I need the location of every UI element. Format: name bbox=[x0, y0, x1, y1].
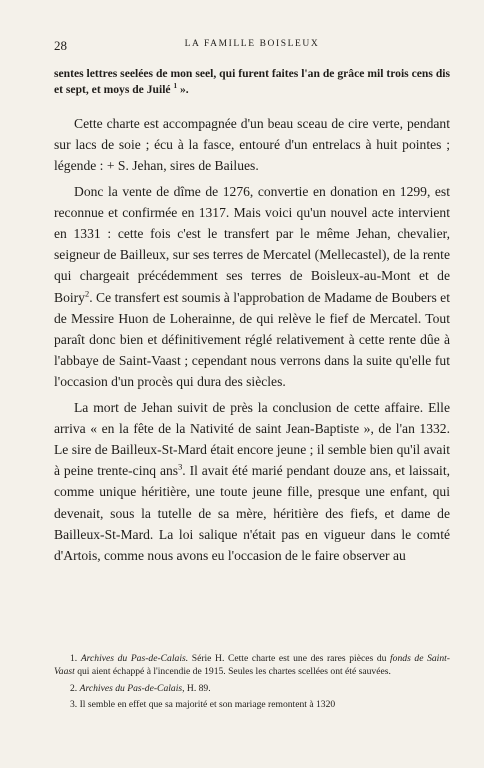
footnote bbox=[54, 698, 450, 711]
footnote-source: Archives du Pas-de-Calais, bbox=[79, 682, 185, 694]
paragraph bbox=[54, 181, 450, 393]
running-title: LA FAMILLE BOISLEUX bbox=[184, 39, 320, 49]
footnote-source: fonds de Saint-Vaast bbox=[54, 653, 450, 678]
footnote-ref: 2 bbox=[84, 288, 90, 299]
paragraph-text: La mort de Jehan suivit de près la conclusion de cette affaire. Elle arriva « en la fête de la Nativité de saint Jean-Baptiste », de l'an 1332. Le sire de Bailleux-St-Mard était encore jeune ; il semble bien qu'il avait à peine trente-cinq ans bbox=[54, 399, 450, 479]
paragraph-text: Cette charte est accompagnée d'un beau sceau de cire verte, pendant sur lacs de soie ; écu à la fasce, entouré d'un entrelacs à huit pointes ; légende : + S. Jehan, sires de Bailues. bbox=[54, 116, 450, 174]
paragraph bbox=[54, 397, 450, 567]
quote-text: sentes lettres seelées de mon seel, qui furent faites l'an de grâce mil trois cens dis et sept, et moys de Juilé bbox=[54, 67, 450, 96]
quote-closing: ». bbox=[177, 83, 189, 96]
quoted-charter-ending bbox=[54, 66, 450, 98]
page-header bbox=[54, 38, 450, 52]
footnote-number: 1. bbox=[70, 653, 78, 664]
footnote bbox=[54, 652, 450, 679]
footnote-ref: 3 bbox=[178, 461, 183, 472]
paragraph bbox=[54, 113, 450, 177]
paragraph-text: . Ce transfert est soumis à l'approbation de Madame de Boubers et de Messire Huon de Loherainne, de qui relève le fief de Mercatel. Tout paraît donc bien et définitivement réglé relativement à cette rente dûe à l'abbaye de Saint-Vaast ; cependant nous verrons dans la suite qu'elle fut l'occasion d'un procès qui dura des siècles. bbox=[54, 289, 450, 390]
footnote-text: qui aient échappé à l'incendie de 1915. Seules les chartes scellées ont été sauvées. bbox=[74, 666, 391, 678]
paragraph-text: Donc la vente de dîme de 1276, convertie en donation en 1299, est reconnue et confirmée en 1317. Mais voici qu'un nouvel acte intervient en 1331 : cette fois c'est le transfert par le même Jehan, chevalier, seigneur de Bailleux, sur ses terres de Mercatel (Mellecastel), de la rente qui chargeait précédemment ses terres de Boisleux-au-Mont et de Boiry bbox=[54, 183, 450, 305]
footnote-text: H. 89. bbox=[184, 682, 211, 694]
footnote bbox=[54, 682, 450, 695]
page-number: 28 bbox=[54, 38, 67, 53]
footnote-text: Série H. Cette charte est une des rares pièces du bbox=[188, 653, 391, 664]
body-text bbox=[54, 113, 450, 570]
footnotes bbox=[54, 652, 450, 715]
footnote-number: 3. bbox=[70, 699, 78, 711]
paragraph-text: . Il avait été marié pendant douze ans, et laissait, comme unique héritière, une toute jeune fille, presque une enfant, qui devenait, sous la tutelle de sa mère, héritière des fiefs, et dame de Bailleux-St-Mard. La loi salique n'était pas en vigueur dans le comté d'Artois, comme nous avons eu l'occasion de le faire observer au bbox=[54, 463, 450, 564]
footnote-ref: 1 bbox=[173, 82, 178, 91]
footnote-text: Il semble en effet que sa majorité et son mariage remontent à 1320 bbox=[79, 699, 336, 711]
footnote-source: Archives du Pas-de-Calais. bbox=[80, 653, 189, 664]
footnote-number: 2. bbox=[70, 682, 78, 694]
